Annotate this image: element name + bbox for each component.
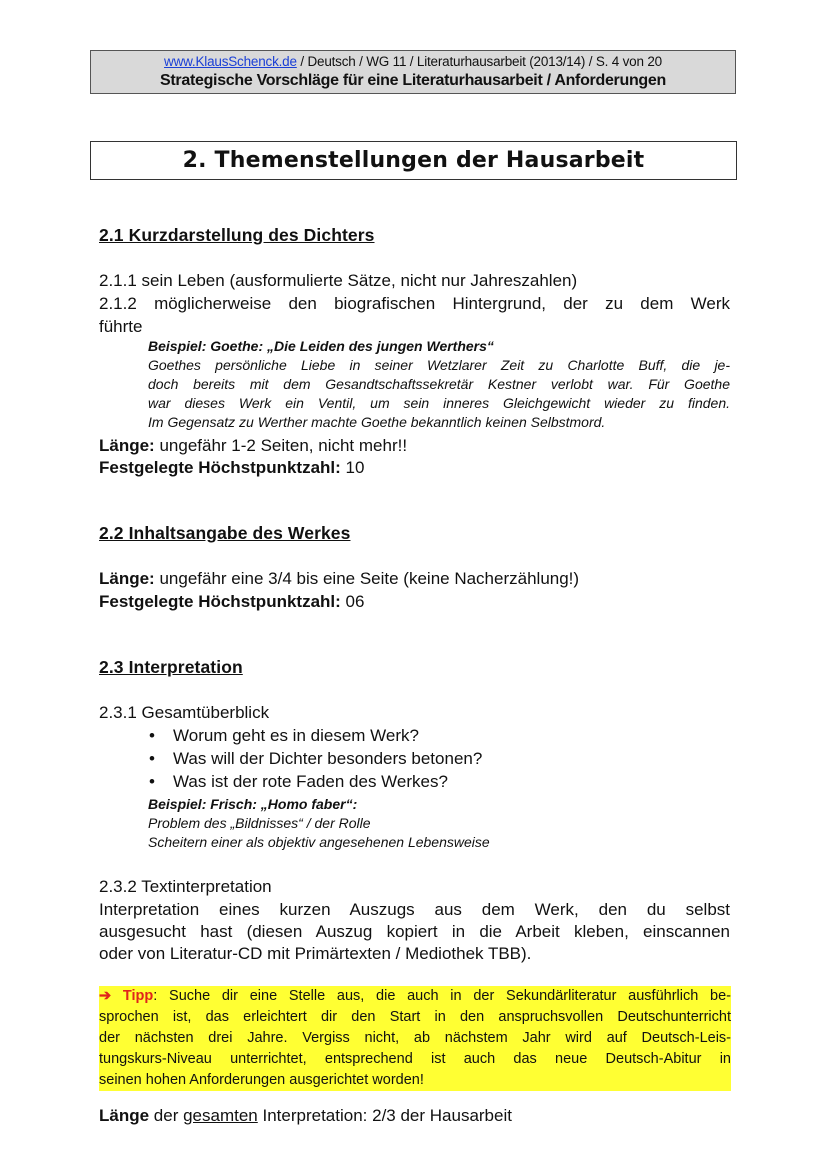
points-label: Festgelegte Höchstpunktzahl: <box>99 592 341 611</box>
header-subtitle: Strategische Vorschläge für eine Literaturhausarbeit / Anforderungen <box>160 72 666 89</box>
final-length-label: Länge <box>99 1106 150 1125</box>
bullet-item <box>149 771 448 793</box>
section-heading-2-2: 2.2 Inhaltsangabe des Werkes <box>99 523 351 543</box>
bullet-text: Was ist der rote Faden des Werkes? <box>173 772 448 791</box>
interp-line: oder von Literatur-CD mit Primärtexten / Mediothek TBB). <box>99 944 532 963</box>
item-2-1-2-line1: 2.1.2 möglicherweise den biografischen Hintergrund, der zu dem Werk <box>99 294 730 313</box>
bullet-text: Was will der Dichter besonders betonen? <box>173 749 483 768</box>
example-frisch-title: Beispiel: Frisch: „Homo faber“: <box>148 796 358 812</box>
interp-line: Interpretation eines kurzen Auszugs aus dem Werk, den du selbst <box>99 900 730 919</box>
bullet-icon: • <box>149 726 155 745</box>
bullet-text: Worum geht es in diesem Werk? <box>173 726 419 745</box>
page-title: 2. Themenstellungen der Hausarbeit <box>182 148 645 173</box>
points-value: 06 <box>340 592 365 611</box>
tip-line: seinen hohen Anforderungen ausgerichtet worden! <box>99 1072 424 1088</box>
example-goethe-line: war dieses Werk ein Ventil, um sein inneres Gleichgewicht wieder zu finden. <box>148 395 730 411</box>
bullet-icon: • <box>149 772 155 791</box>
points-label: Festgelegte Höchstpunktzahl: <box>99 458 341 477</box>
points-2-1 <box>99 457 364 479</box>
points-value: 10 <box>340 458 365 477</box>
example-goethe <box>148 337 730 432</box>
total-length <box>99 1105 512 1127</box>
final-mid: der <box>149 1106 184 1125</box>
length-2-2 <box>99 568 579 590</box>
example-frisch <box>148 795 730 852</box>
document-header <box>90 50 736 94</box>
bullet-item <box>149 748 482 770</box>
item-2-3-1: 2.3.1 Gesamtüberblick <box>99 703 270 722</box>
final-underlined: gesamten <box>183 1106 258 1125</box>
arrow-right-icon: ➔ <box>99 988 112 1004</box>
length-2-1 <box>99 435 407 457</box>
length-value: ungefähr 1-2 Seiten, nicht mehr!! <box>154 436 408 455</box>
example-frisch-line: Problem des „Bildnisses“ / der Rolle <box>148 815 371 831</box>
length-label: Länge: <box>99 569 155 588</box>
tip-line: der nächsten drei Jahre. Vergiss nicht, ab nächstem Jahr wird auf Deutsch-Leis- <box>99 1030 731 1046</box>
example-goethe-line: doch bereits mit dem Gesandtschaftssekretär Kestner verlobt war. Für Goethe <box>148 376 730 392</box>
bullet-item <box>149 725 419 747</box>
section-heading-2-3: 2.3 Interpretation <box>99 657 243 677</box>
tip-line: tungskurs-Niveau unterrichtet, entsprechend ist auch das neue Deutsch-Abitur in <box>99 1051 731 1067</box>
site-link[interactable]: www.KlausSchenck.de <box>164 54 297 69</box>
bullet-icon: • <box>149 749 155 768</box>
page-title-box <box>90 141 737 180</box>
tip-box <box>99 986 731 1091</box>
interp-line: ausgesucht hast (diesen Auszug kopiert in die Arbeit kleben, einscannen <box>99 922 730 941</box>
example-frisch-line: Scheitern einer als objektiv angesehenen Lebensweise <box>148 834 490 850</box>
item-2-1-1: 2.1.1 sein Leben (ausformulierte Sätze, nicht nur Jahreszahlen) <box>99 271 578 290</box>
header-path: / Deutsch / WG 11 / Literaturhausarbeit (2013/14) / S. 4 von 20 <box>296 54 662 69</box>
length-label: Länge: <box>99 436 155 455</box>
item-2-3-2: 2.3.2 Textinterpretation <box>99 877 272 896</box>
example-goethe-line: Im Gegensatz zu Werther machte Goethe bekanntlich keinen Selbstmord. <box>148 414 606 430</box>
item-2-1-2-line2: führte <box>99 317 143 336</box>
example-goethe-title: Beispiel: Goethe: „Die Leiden des jungen Werthers“ <box>148 338 494 354</box>
tip-label: Tipp <box>122 988 154 1004</box>
section-heading-2-1: 2.1 Kurzdarstellung des Dichters <box>99 225 375 245</box>
header-path-line <box>91 54 735 69</box>
final-rest: Interpretation: 2/3 der Hausarbeit <box>257 1106 512 1125</box>
length-value: ungefähr eine 3/4 bis eine Seite (keine Nacherzählung!) <box>154 569 580 588</box>
tip-line: sprochen ist, das erleichtert dir den Start in den anspruchsvollen Deutschunterricht <box>99 1009 731 1025</box>
tip-line: : Suche dir eine Stelle aus, die auch in der Sekundärliteratur ausführlich be- <box>153 988 732 1004</box>
example-goethe-line: Goethes persönliche Liebe in seiner Wetzlarer Zeit zu Charlotte Buff, die je- <box>148 357 730 373</box>
points-2-2 <box>99 591 364 613</box>
